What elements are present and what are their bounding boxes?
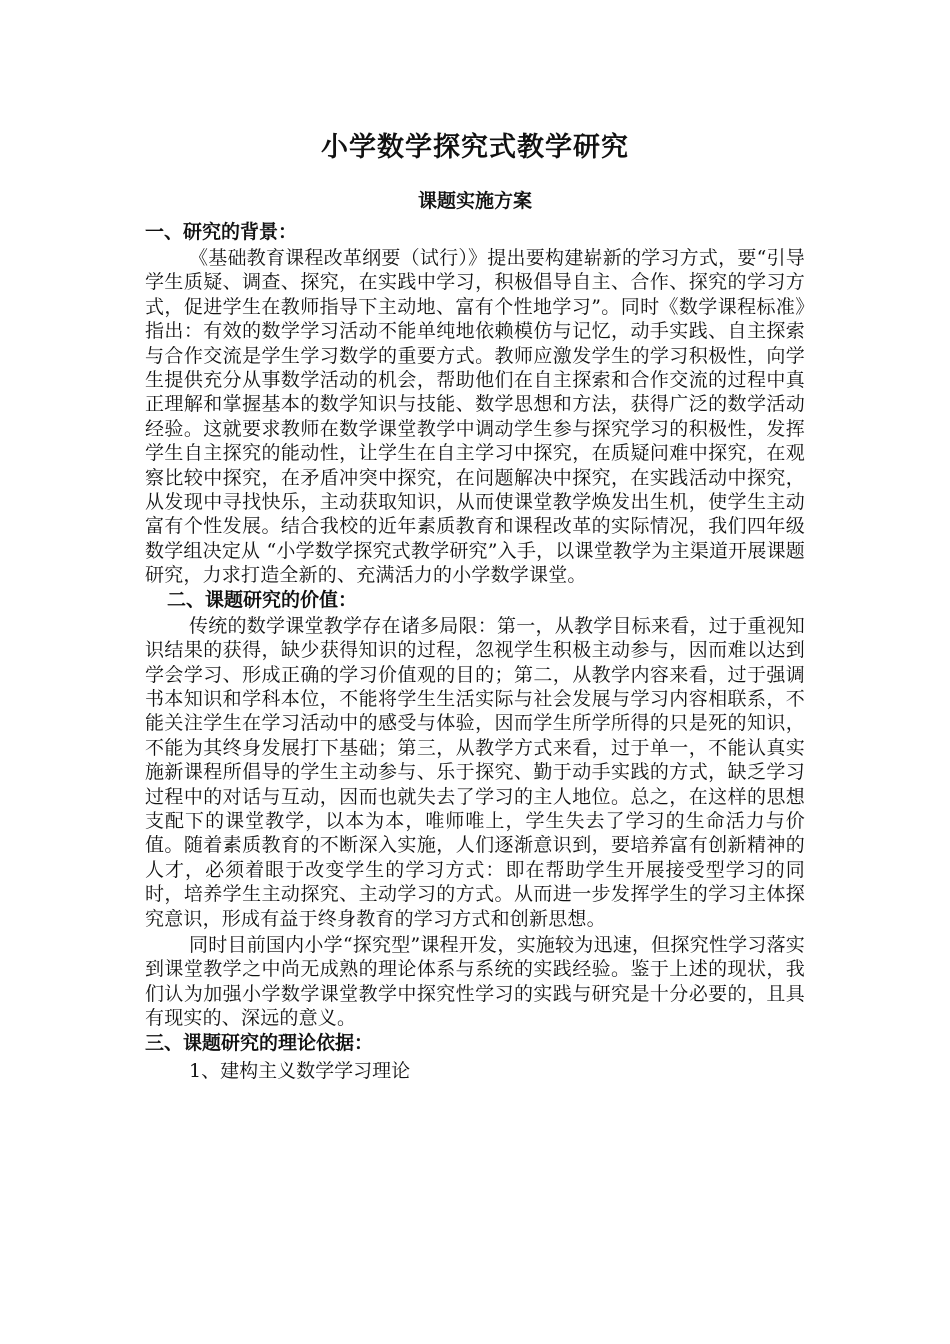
list-item: 1、建构主义数学学习理论: [189, 1059, 411, 1082]
section-background: [145, 220, 805, 588]
section-heading: 二、课题研究的价值：: [167, 588, 358, 611]
paragraph: 《基础教育课程改革纲要（试行）》提出要构建崭新的学习方式，要“引导学生质疑、调查、探究，在实践中学习，积极倡导自主、合作、探究的学习方式，促进学生在教师指导下主动地、富有个性地学习”。同时《数学课程标准》指出：有效的数学学习活动不能单纯地依赖模仿与记忆，动手实践、自主探索与合作交流是学生学习数学的重要方式。教师应激发学生的学习积极性，向学生提供充分从事数学活动的机会，帮助他们在自主探索和合作交流的过程中真正理解和掌握基本的数学知识与技能、数学思想和方法，获得广泛的数学活动经验。这就要求教师在数学课堂教学中调动学生参与探究学习的积极性，发挥学生自主探究的能动性，让学生在自主学习中探究，在质疑问难中探究，在观察比较中探究，在矛盾冲突中探究，在问题解决中探究，在实践活动中探究，从发现中寻找快乐，主动获取知识，从而使课堂教学焕发出生机，使学生主动富有个性发展。结合我校的近年素质教育和课程改革的实际情况，我们四年级数学组决定从 “小学数学探究式教学研究”入手，以课堂教学为主渠道开展课题研究，力求打造全新的、充满活力的小学数学课堂。: [145, 247, 805, 587]
document-title: 小学数学探究式教学研究: [321, 132, 629, 163]
section-heading: 一、研究的背景：: [145, 221, 298, 243]
section-theory: [145, 1031, 805, 1086]
document-page: [145, 128, 805, 1086]
section-value: [145, 588, 805, 1031]
section-heading: 三、课题研究的理论依据：: [145, 1031, 374, 1054]
document-subtitle: 课题实施方案: [417, 190, 532, 212]
paragraph: 同时目前国内小学“探究型”课程开发，实施较为迅速，但探究性学习落实到课堂教学之中尚无成熟的理论体系与系统的实践经验。鉴于上述的现状，我们认为加强小学数学课堂教学中探究性学习的实践与研究是十分必要的，且具有现实的、深远的意义。: [145, 933, 805, 1030]
paragraph: 传统的数学课堂教学存在诸多局限：第一，从教学目标来看，过于重视知识结果的获得，缺少获得知识的过程，忽视学生积极主动参与，因而难以达到学会学习、形成正确的学习价值观的目的；第二，从教学内容来看，过于强调书本知识和学科本位，不能将学生生活实际与社会发展与学习内容相联系，不能关注学生在学习活动中的感受与体验，因而学生所学所得的只是死的知识，不能为其终身发展打下基础；第三，从教学方式来看，过于单一，不能认真实施新课程所倡导的学生主动参与、乐于探究、勤于动手实践的方式，缺乏学习过程中的对话与互动，因而也就失去了学习的主人地位。总之，在这样的思想支配下的课堂教学，以本为本，唯师唯上，学生失去了学习的生命活力与价值。随着素质教育的不断深入实施，人们逐渐意识到，要培养富有创新精神的人才，必须着眼于改变学生的学习方式：即在帮助学生开展接受型学习的同时，培养学生主动探究、主动学习的方式。从而进一步发挥学生的学习主体探究意识，形成有益于终身教育的学习方式和创新思想。: [145, 614, 805, 930]
